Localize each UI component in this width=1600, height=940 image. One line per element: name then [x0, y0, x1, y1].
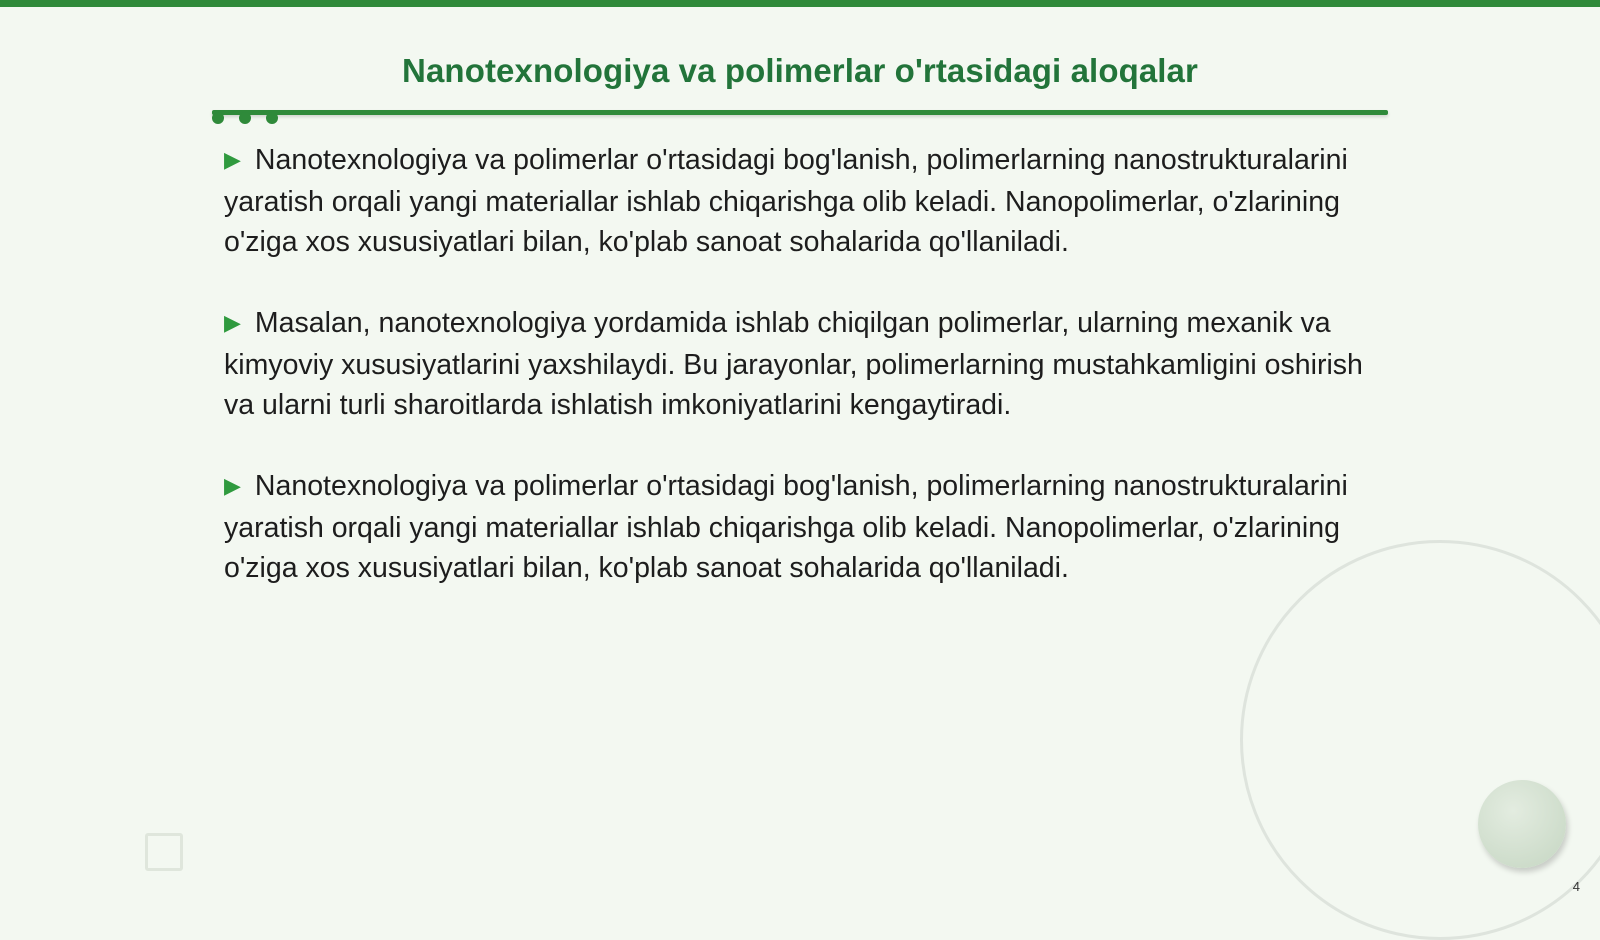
triangle-right-icon: ▶ [224, 310, 241, 335]
decorative-circle [1478, 780, 1566, 868]
title-underline [212, 110, 1388, 115]
bullet-text: Nanotexnologiya va polimerlar o'rtasidagi bog'lanish, polimerlarning nanostrukturalarini yaratish orqali yangi materiallar ishlab chiqarishga olib keladi. Nanopolimerlar, o'zlarining o'ziga xos xususiyatlari bilan, ko'plab sanoat sohalarida qo'llaniladi. [224, 144, 1348, 258]
page-number: 4 [1572, 879, 1580, 894]
decoration-dot [212, 112, 224, 124]
decoration-dot [266, 112, 278, 124]
decoration-dot [239, 112, 251, 124]
bullet-item [224, 466, 1384, 588]
title-decoration-dots [212, 112, 278, 124]
triangle-right-icon: ▶ [224, 147, 241, 172]
slide-title: Nanotexnologiya va polimerlar o'rtasidagi aloqalar [402, 52, 1198, 89]
bullet-item [224, 303, 1384, 425]
bullet-item [224, 140, 1384, 262]
bullet-text: Masalan, nanotexnologiya yordamida ishlab chiqilgan polimerlar, ularning mexanik va kimyoviy xususiyatlarini yaxshilaydi. Bu jarayonlar, polimerlarning mustahkamligini oshirish va ularni turli sharoitlarda ishlatish imkoniyatlarini kengaytiradi. [224, 307, 1363, 421]
bullet-list [224, 140, 1384, 629]
top-accent-bar [0, 0, 1600, 7]
decorative-square [145, 833, 183, 871]
triangle-right-icon: ▶ [224, 473, 241, 498]
bullet-text: Nanotexnologiya va polimerlar o'rtasidagi bog'lanish, polimerlarning nanostrukturalarini yaratish orqali yangi materiallar ishlab chiqarishga olib keladi. Nanopolimerlar, o'zlarining o'ziga xos xususiyatlari bilan, ko'plab sanoat sohalarida qo'llaniladi. [224, 470, 1348, 584]
